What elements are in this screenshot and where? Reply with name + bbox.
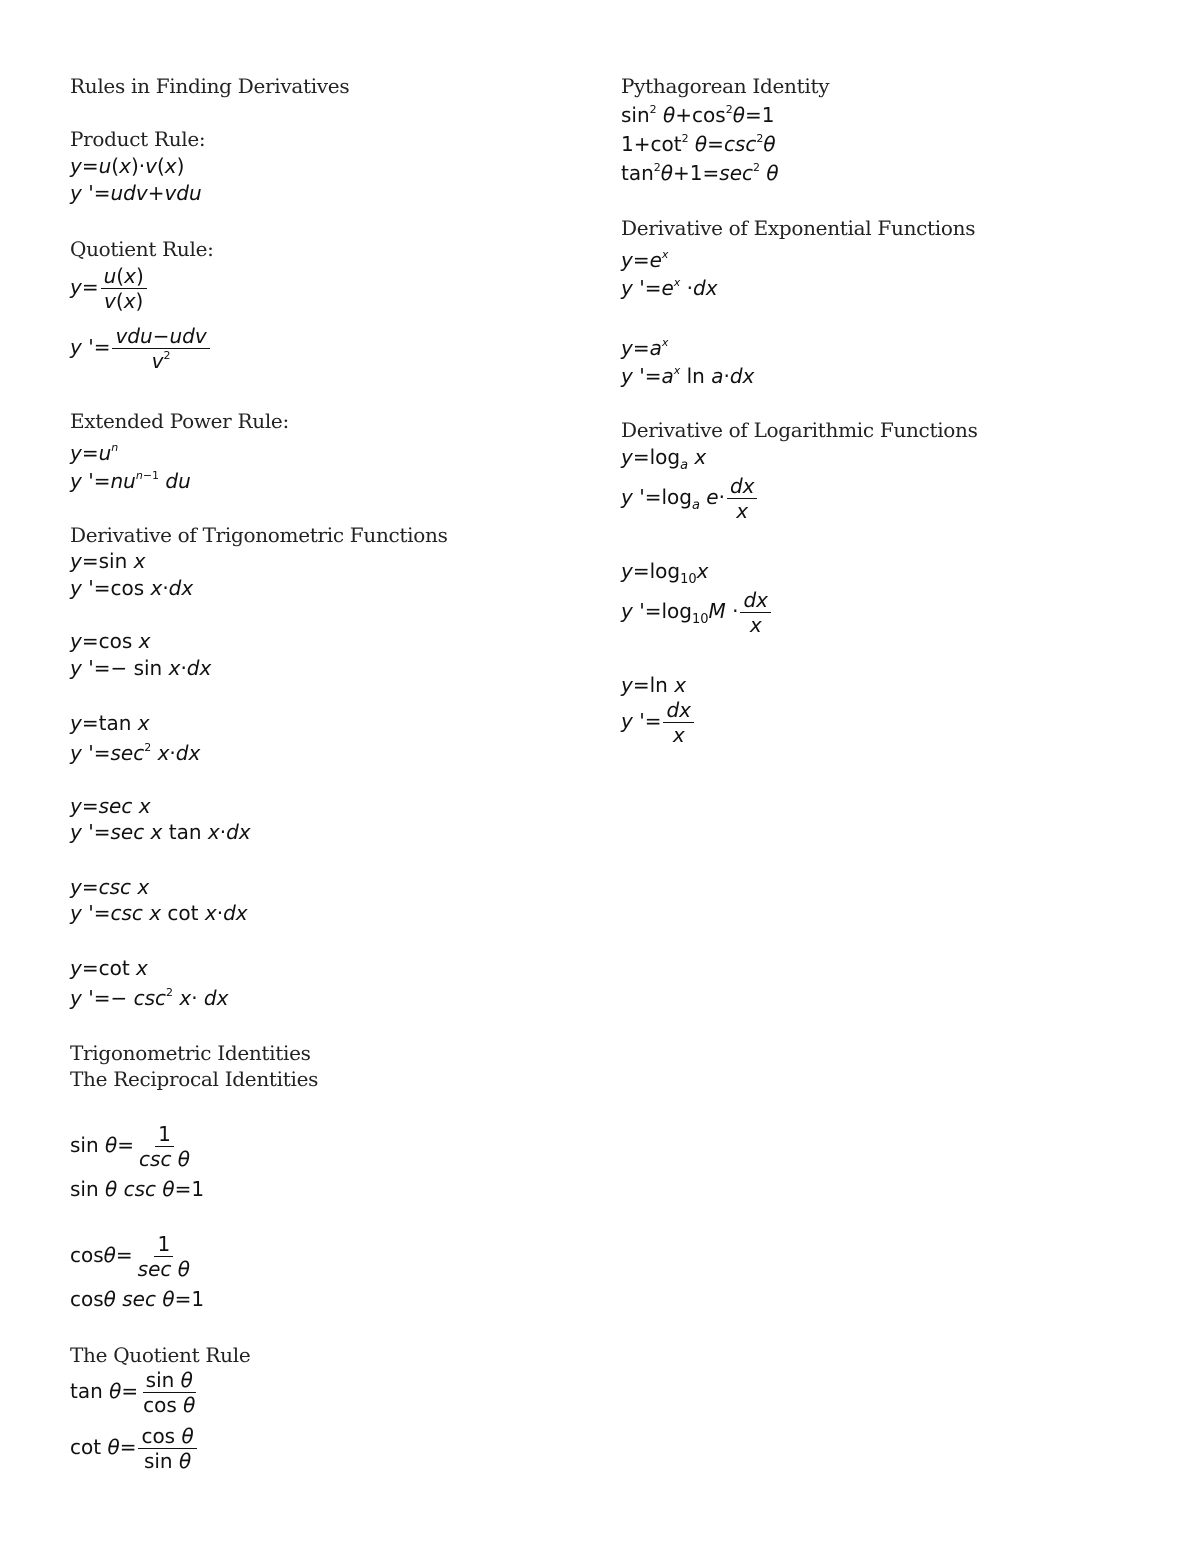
pythagorean-eq-3: $\tan^2\theta+1=\sec^2$ θ <box>621 161 779 185</box>
reciprocal-cos-product: cosθ sec θ=1 <box>70 1287 205 1311</box>
trig-cot-derivative: y '=− $\csc^2 x\cdot$ dx <box>70 986 229 1010</box>
trig-sin-derivative: y '=cos x·dx <box>70 576 194 600</box>
pythagorean-eq-1: $\sin^2 \theta+\cos^2\theta=1$ <box>621 103 775 127</box>
trig-derivatives-heading: Derivative of Trigonometric Functions <box>70 523 448 547</box>
log-10-derivative: y '$=\log_{10}M$ · $\frac{dx}{x}$ <box>621 588 773 637</box>
logarithmic-heading: Derivative of Logarithmic Functions <box>621 418 978 442</box>
trig-sec-derivative: y '=sec x tan x·dx <box>70 820 251 844</box>
product-rule-eq-1: y=u(x)·v(x) <box>70 154 185 178</box>
pythagorean-heading: Pythagorean Identity <box>621 74 830 98</box>
extended-power-eq-2: y '$=nu^{n-1}$ du <box>70 469 191 493</box>
extended-power-eq-1: $y=u^n$ <box>70 441 119 465</box>
extended-power-rule-heading: Extended Power Rule: <box>70 409 289 433</box>
reciprocal-identities-subheading: The Reciprocal Identities <box>70 1067 319 1091</box>
trig-identities-heading: Trigonometric Identities <box>70 1041 311 1065</box>
page-title: Rules in Finding Derivatives <box>70 74 350 98</box>
product-rule-heading: Product Rule: <box>70 127 206 151</box>
trig-sec-eq: y=sec x <box>70 794 151 818</box>
exponential-e-derivative: y '$=e^x \cdot dx$ <box>621 276 718 300</box>
trig-csc-derivative: y '=csc x cot x·dx <box>70 901 248 925</box>
exponential-e-eq: $y=e^x$ <box>621 248 669 272</box>
log-a-derivative: y '$=\log_a$ e· $\frac{dx}{x}$ <box>621 474 759 523</box>
trig-tan-eq: y=tan x <box>70 711 150 735</box>
trig-tan-derivative: y '$=\sec^2$ x·dx <box>70 741 201 765</box>
ln-derivative: y '= $\frac{dx}{x}$ <box>621 698 696 747</box>
product-rule-eq-2: y '=udv+vdu <box>70 181 202 205</box>
exponential-heading: Derivative of Exponential Functions <box>621 216 976 240</box>
quotient-rule-eq-2: y '= $\frac{\text{vdu−udv}}{v^2}$ <box>70 324 212 373</box>
trig-cos-eq: y=cos x <box>70 629 151 653</box>
log-10-eq: $y=\log_{10}x$ <box>621 559 709 587</box>
quotient-identities-heading: The Quotient Rule <box>70 1343 251 1367</box>
trig-cos-derivative: y '=− sin x·dx <box>70 656 212 680</box>
trig-cot-eq: y=cot x <box>70 956 148 980</box>
pythagorean-eq-2: $1+\cot^2$ $\theta=\csc^2\theta$ <box>621 132 776 156</box>
reciprocal-sin-eq: sin θ= $\frac{1}{\text{csc θ}}$ <box>70 1122 191 1171</box>
exponential-a-eq: $y=a^x$ <box>621 336 669 360</box>
trig-csc-eq: y=csc x <box>70 875 150 899</box>
reciprocal-cos-eq: cosθ= $\frac{1}{\text{sec θ}}$ <box>70 1232 190 1281</box>
ln-eq: y=ln x <box>621 673 687 697</box>
log-a-eq: $y=\log_a$ x <box>621 445 707 473</box>
quotient-rule-eq-1: y= $\frac{u(x)}{v(x)}$ <box>70 264 149 313</box>
exponential-a-derivative: y '$=a^x$ ln a·dx <box>621 364 755 388</box>
quotient-cot-eq: cot θ= $\frac{\text{cos θ}}{\text{sin θ}}$ <box>70 1424 199 1473</box>
quotient-tan-eq: tan θ= $\frac{\text{sin θ}}{\text{cos θ}}$ <box>70 1368 196 1417</box>
reciprocal-sin-product: sin θ csc θ=1 <box>70 1177 205 1201</box>
quotient-rule-heading: Quotient Rule: <box>70 237 214 261</box>
trig-sin-eq: y=sin x <box>70 549 146 573</box>
